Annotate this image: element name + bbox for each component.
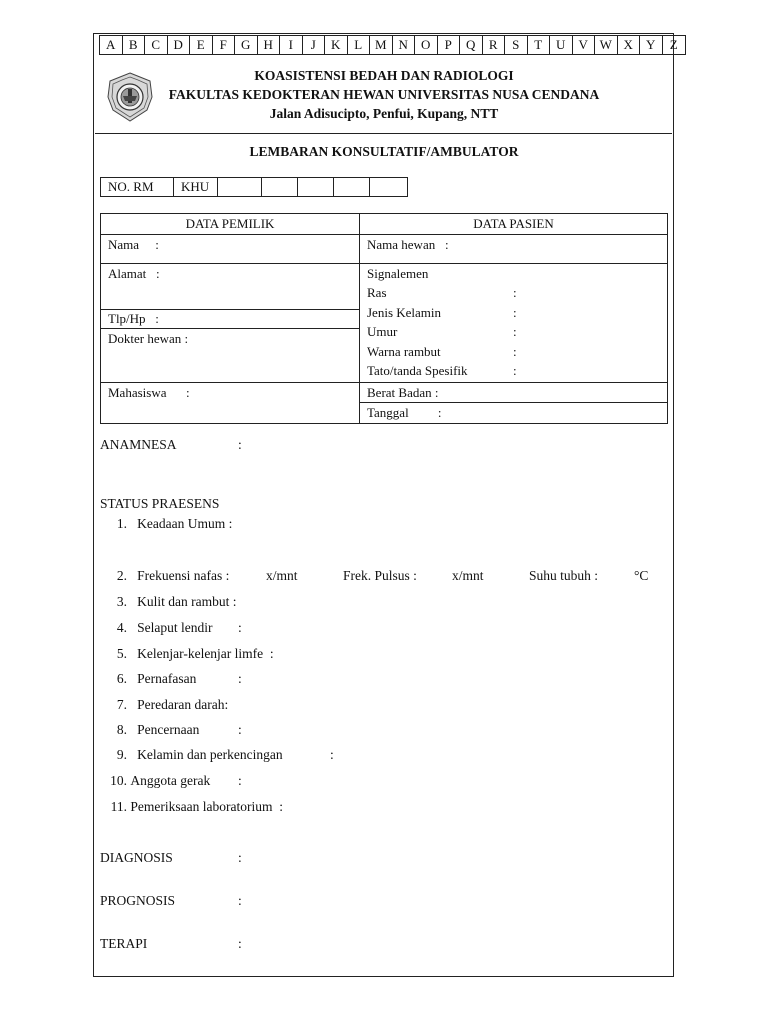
therapy-label: TERAPI	[100, 936, 148, 951]
record-digit-field[interactable]	[334, 178, 370, 196]
address-label: Alamat :	[108, 265, 160, 281]
alpha-cell: T	[528, 36, 551, 54]
item-number: 6.	[116, 671, 127, 686]
alpha-cell: G	[235, 36, 258, 54]
item-number: 3.	[116, 594, 127, 609]
skin-coat-label: Kulit dan rambut :	[137, 594, 237, 609]
temperature-unit: °C	[634, 568, 649, 583]
item-circulation[interactable]	[100, 697, 228, 713]
record-digit-field[interactable]	[370, 178, 407, 196]
no-rm-label: NO. RM	[101, 178, 174, 196]
faculty-title: FAKULTAS KEDOKTERAN HEWAN UNIVERSITAS NUSA CENDANA	[168, 87, 600, 102]
mucosa-label: Selaput lendir	[137, 620, 213, 635]
alpha-cell: O	[415, 36, 438, 54]
date-field[interactable]	[360, 403, 668, 424]
signalement-cell	[360, 263, 668, 382]
vet-field[interactable]	[101, 329, 359, 349]
phone-label: Tlp/Hp :	[108, 310, 159, 326]
sex-colon: :	[513, 304, 517, 320]
alpha-cell: P	[438, 36, 461, 54]
status-praesens-heading: STATUS PRAESENS	[100, 496, 220, 511]
item-digestion[interactable]	[100, 722, 242, 738]
student-field[interactable]	[101, 382, 360, 423]
anamnesa-colon: :	[238, 437, 242, 452]
item-vital-signs[interactable]	[100, 568, 660, 584]
record-digit-field[interactable]	[298, 178, 334, 196]
item-general-condition[interactable]	[100, 516, 232, 532]
therapy-colon: :	[238, 936, 242, 951]
alpha-cell: W	[595, 36, 618, 54]
address-field[interactable]	[101, 264, 359, 310]
date-label: Tanggal :	[367, 405, 442, 420]
alpha-cell: U	[550, 36, 573, 54]
pet-name-label: Nama hewan :	[367, 236, 449, 252]
sex-row[interactable]	[367, 303, 660, 323]
item-number: 2.	[116, 568, 127, 583]
anamnesa-row[interactable]	[100, 437, 242, 453]
mucosa-colon: :	[238, 620, 242, 635]
breed-colon: :	[513, 285, 517, 300]
alpha-cell: A	[100, 36, 123, 54]
item-number: 7.	[116, 697, 127, 712]
lymph-nodes-label: Kelenjar-kelenjar limfe :	[137, 646, 274, 661]
prognosis-colon: :	[238, 893, 242, 908]
item-number: 8.	[116, 722, 127, 737]
item-urogenital[interactable]	[100, 747, 334, 763]
alpha-cell: C	[145, 36, 168, 54]
digestion-label: Pencernaan	[137, 722, 200, 737]
prognosis-label: PROGNOSIS	[100, 893, 176, 908]
alpha-cell: K	[325, 36, 348, 54]
alpha-cell: R	[483, 36, 506, 54]
respiration-rate-label: Frekuensi nafas :	[137, 568, 230, 583]
urogenital-colon: :	[330, 747, 334, 762]
owner-name-field[interactable]	[101, 234, 360, 263]
alpha-cell: H	[258, 36, 281, 54]
item-number: 10.	[110, 773, 127, 788]
item-laboratory[interactable]	[100, 799, 283, 815]
alpha-cell: I	[280, 36, 303, 54]
coat-color-row[interactable]	[367, 342, 660, 362]
age-row[interactable]	[367, 322, 660, 342]
alpha-cell: X	[618, 36, 641, 54]
alpha-cell: M	[370, 36, 393, 54]
institution-title: KOASISTENSI BEDAH DAN RADIOLOGI	[254, 68, 514, 83]
item-lymph-nodes[interactable]	[100, 646, 274, 662]
record-digit-field[interactable]	[262, 178, 298, 196]
circulation-label: Peredaran darah:	[137, 697, 229, 712]
alpha-cell: D	[168, 36, 191, 54]
khu-label: KHU	[174, 178, 218, 196]
diagnosis-row[interactable]	[100, 850, 242, 866]
alpha-cell: V	[573, 36, 596, 54]
anamnesa-label: ANAMNESA	[100, 437, 177, 452]
specific-marks-colon: :	[513, 363, 517, 378]
record-digit-field[interactable]	[218, 178, 262, 196]
limbs-label: Anggota gerak	[130, 773, 211, 788]
alpha-cell: S	[505, 36, 528, 54]
body-temperature-label: Suhu tubuh :	[529, 568, 599, 583]
patient-header: DATA PASIEN	[360, 214, 668, 235]
specific-marks-row[interactable]	[367, 361, 660, 381]
alpha-cell: Q	[460, 36, 483, 54]
age-colon: :	[513, 324, 517, 339]
alpha-cell: N	[393, 36, 416, 54]
item-number: 5.	[116, 646, 127, 661]
pulse-unit: x/mnt	[452, 568, 484, 583]
alpha-cell: B	[123, 36, 146, 54]
owner-name-label: Nama :	[108, 236, 159, 252]
breed-label: Ras	[367, 285, 387, 300]
owner-patient-table	[100, 213, 668, 424]
coat-color-colon: :	[513, 343, 517, 359]
pet-name-field[interactable]	[360, 234, 668, 263]
prognosis-row[interactable]	[100, 893, 242, 909]
alpha-cell: Z	[669, 37, 678, 52]
sex-label: Jenis Kelamin	[367, 304, 442, 320]
alpha-cell: E	[190, 36, 213, 54]
item-number: 9.	[116, 747, 127, 762]
signalement-label: Signalemen	[367, 265, 429, 281]
item-number: 4.	[116, 620, 127, 635]
item-limbs[interactable]	[100, 773, 242, 789]
respiration-label: Pernafasan	[137, 671, 197, 686]
specific-marks-label: Tato/tanda Spesifik	[367, 363, 468, 378]
owner-header: DATA PEMILIK	[101, 214, 360, 235]
item-skin-coat[interactable]	[100, 594, 236, 610]
diagnosis-label: DIAGNOSIS	[100, 850, 173, 865]
body-weight-label: Berat Badan :	[367, 384, 439, 400]
age-label: Umur	[367, 324, 398, 339]
form-title: LEMBARAN KONSULTATIF/AMBULATOR	[249, 144, 519, 159]
student-label: Mahasiswa :	[108, 384, 190, 400]
owner-details-cell	[101, 263, 360, 382]
therapy-row[interactable]	[100, 936, 242, 952]
limbs-colon: :	[238, 773, 242, 788]
alpha-cell: L	[348, 36, 371, 54]
diagnosis-colon: :	[238, 850, 242, 865]
respiration-colon: :	[238, 671, 242, 686]
digestion-colon: :	[238, 722, 242, 737]
record-number-box	[100, 177, 408, 197]
general-condition-label: Keadaan Umum :	[137, 516, 233, 531]
phone-field[interactable]	[101, 310, 359, 329]
alpha-cell: F	[213, 36, 236, 54]
item-number: 1.	[116, 516, 127, 531]
alpha-cell: Y	[640, 36, 663, 54]
item-number: 11.	[110, 799, 127, 814]
item-respiration[interactable]	[100, 671, 242, 687]
respiration-unit: x/mnt	[266, 568, 298, 583]
coat-color-label: Warna rambut	[367, 343, 441, 359]
urogenital-label: Kelamin dan perkencingan	[137, 747, 283, 762]
breed-row[interactable]	[367, 283, 660, 303]
address-line: Jalan Adisucipto, Penfui, Kupang, NTT	[269, 106, 499, 121]
item-mucosa[interactable]	[100, 620, 242, 636]
alpha-cell: J	[303, 36, 326, 54]
pulse-rate-label: Frek. Pulsus :	[343, 568, 417, 583]
laboratory-label: Pemeriksaan laboratorium :	[130, 799, 283, 814]
alphabet-index-strip	[99, 35, 686, 55]
vet-label: Dokter hewan :	[108, 330, 189, 346]
body-weight-field[interactable]	[360, 382, 668, 403]
header-divider	[95, 133, 672, 134]
